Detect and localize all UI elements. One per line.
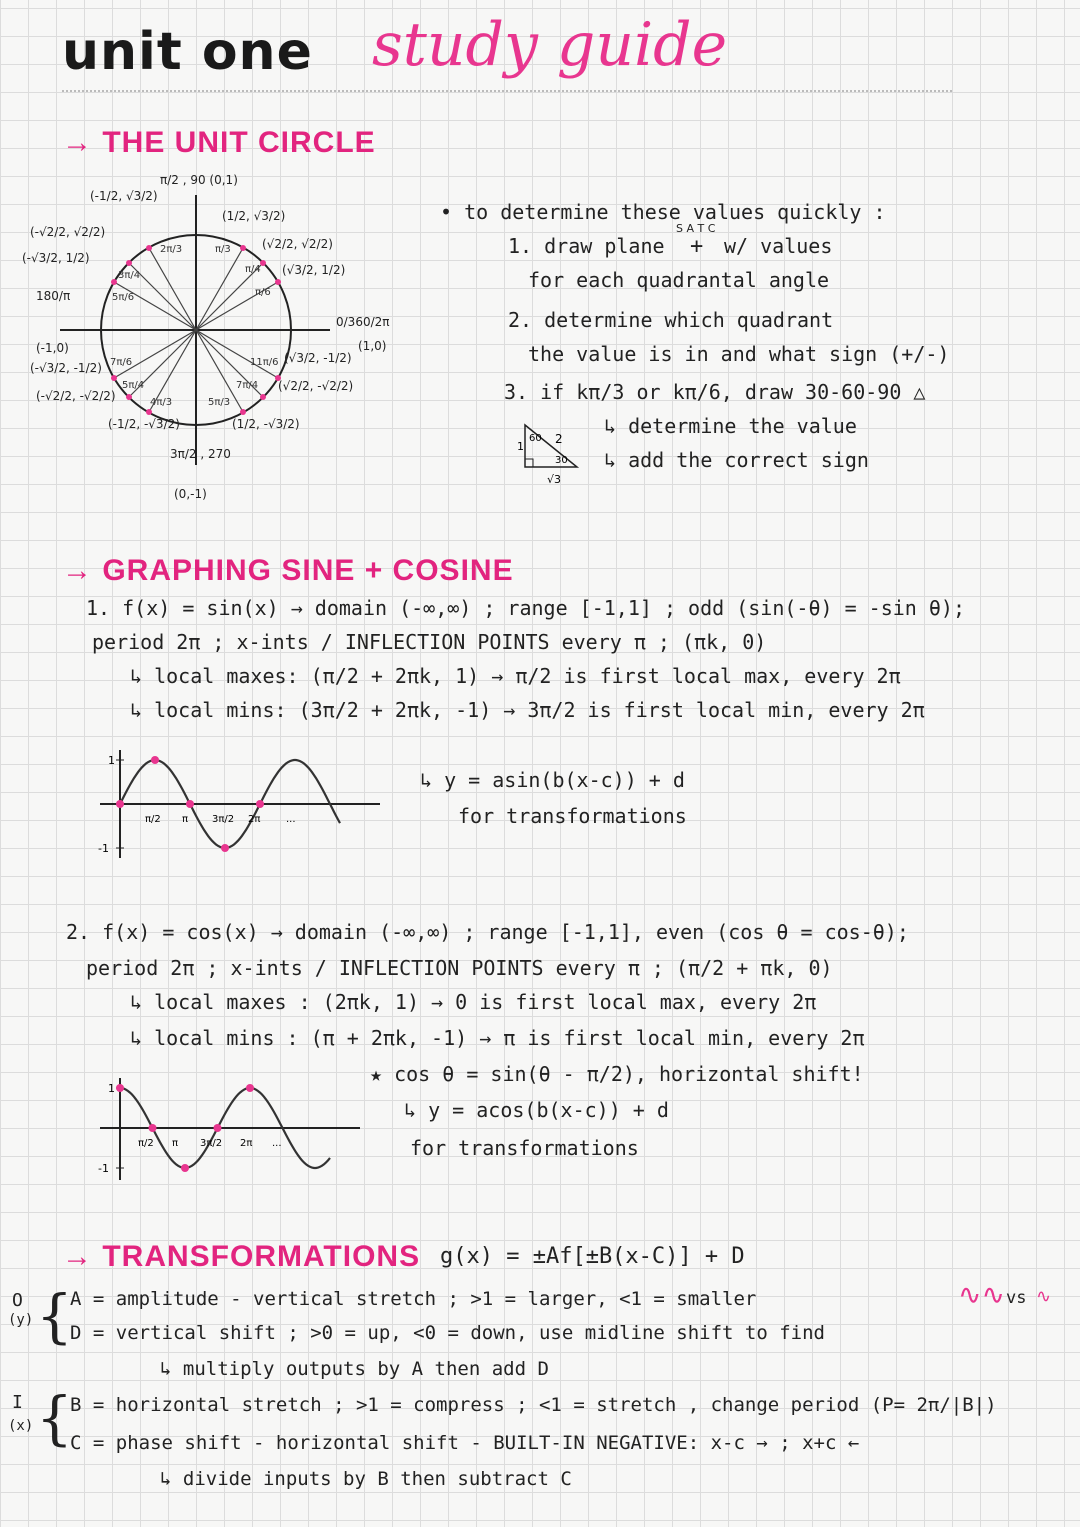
uc-label-q1a: (1/2, √3/2) — [222, 209, 286, 223]
svg-text:7π/6: 7π/6 — [110, 357, 133, 368]
svg-text:3π/4: 3π/4 — [118, 270, 141, 281]
svg-text:π/3: π/3 — [215, 244, 231, 255]
graphing-heading: → GRAPHING SINE + COSINE — [62, 554, 514, 587]
sinpath-point-0 — [116, 800, 124, 808]
uc-label-q3a: (-√3/2, -1/2) — [30, 361, 102, 375]
inputs-brace: { — [36, 1384, 73, 1452]
sine-line-3: ↳ local maxes: (π/2 + 2πk, 1) → π/2 is first local max, every 2π — [130, 664, 901, 688]
uc-label-left: 180/π — [36, 289, 71, 303]
uc-label-bottom-point: (0,-1) — [174, 487, 207, 501]
cos-line-2: period 2π ; x-ints / INFLECTION POINTS every π ; (π/2 + πk, 0) — [86, 956, 833, 980]
transformations-heading: → TRANSFORMATIONS — [62, 1240, 421, 1273]
cos-tick-ellipsis: ... — [272, 1138, 282, 1149]
triangle-leg-short: 1 — [517, 440, 524, 453]
sine-line-5: ↳ y = asin(b(x-c)) + d — [420, 768, 685, 792]
uc-label-bottom: 3π/2 , 270 — [170, 447, 231, 461]
svg-text:5π/3: 5π/3 — [208, 397, 231, 408]
triangle-angle-60: 60 — [529, 433, 542, 444]
triangle-leg-long: √3 — [547, 473, 562, 486]
cos-line-7: for transformations — [410, 1136, 639, 1160]
outputs-y-label: (y) — [8, 1312, 34, 1328]
transformation-formula: g(x) = ±Af[±B(x-C)] + D — [440, 1244, 745, 1269]
uc-label-top: π/2 , 90 (0,1) — [160, 173, 238, 187]
cos-tick-pi: π — [172, 1138, 179, 1149]
sine-graph — [80, 740, 400, 870]
uc-note-step2: 2. determine which quadrant — [508, 308, 834, 332]
outputs-brace: { — [36, 1282, 73, 1350]
sinpath-point-1 — [151, 756, 159, 764]
sine-line-4: ↳ local mins: (3π/2 + 2πk, -1) → 3π/2 is first local min, every 2π — [130, 698, 925, 722]
svg-text:7π/4: 7π/4 — [236, 380, 259, 391]
cos-tick-3pi-2: 3π/2 — [200, 1138, 223, 1149]
cosine-graph — [80, 1070, 380, 1190]
cos-tick-pi-2: π/2 — [138, 1138, 154, 1149]
uc-label-q3c: (-1/2, -√3/2) — [108, 417, 180, 431]
transform-c: C = phase shift - horizontal shift - BUILT-IN NEGATIVE: x-c → ; x+c ← — [70, 1432, 860, 1454]
sine-tick-3pi-2: 3π/2 — [212, 814, 235, 825]
uc-note-step2b: the value is in and what sign (+/-) — [528, 342, 950, 366]
transform-inputs-note: ↳ divide inputs by B then subtract C — [160, 1468, 572, 1490]
transform-a-vs: vs — [1006, 1288, 1027, 1308]
plane-icon: + — [690, 234, 704, 259]
cos-line-5: ★ cos θ = sin(θ - π/2), horizontal shift! — [370, 1062, 864, 1086]
svg-text:4π/3: 4π/3 — [150, 397, 173, 408]
svg-text:5π/6: 5π/6 — [112, 292, 135, 303]
transform-outputs-note: ↳ multiply outputs by A then add D — [160, 1358, 549, 1380]
uc-note-step3: 3. if kπ/3 or kπ/6, draw 30-60-90 △ — [504, 380, 926, 404]
cospath-point-0 — [116, 1084, 124, 1092]
sinpath-point-4 — [256, 800, 264, 808]
cospath-point-1 — [149, 1124, 157, 1132]
uc-note-step1b: w/ values — [724, 234, 833, 258]
sinpath-point-3 — [221, 844, 229, 852]
uc-note-intro: • to determine these values quickly : — [440, 200, 886, 224]
page-title: unit one — [62, 22, 313, 82]
cos-line-1: 2. f(x) = cos(x) → domain (-∞,∞) ; range [-1,1], even (cos θ = cos-θ); — [66, 920, 909, 944]
cospath-point-4 — [246, 1084, 254, 1092]
triangle-30-60-90 — [515, 415, 600, 490]
uc-label-right: 0/360/2π — [336, 315, 390, 329]
svg-text:π/6: π/6 — [255, 287, 271, 298]
uc-label-q2a: (-1/2, √3/2) — [90, 189, 158, 203]
uc-label-q2c: (-√3/2, 1/2) — [22, 251, 90, 265]
svg-text:π/4: π/4 — [245, 264, 261, 275]
uc-note-step1c: for each quadrantal angle — [528, 268, 830, 292]
uc-label-q2b: (-√2/2, √2/2) — [30, 225, 106, 239]
small-wave-icon: ∿ — [1036, 1286, 1052, 1307]
large-wave-icon: ∿∿ — [958, 1278, 1005, 1311]
svg-text:11π/6: 11π/6 — [250, 357, 279, 368]
transform-a: A = amplitude - vertical stretch ; >1 = larger, <1 = smaller — [70, 1288, 757, 1310]
sine-line-2: period 2π ; x-ints / INFLECTION POINTS every π ; (πk, 0) — [92, 630, 767, 654]
sinpath-point-2 — [186, 800, 194, 808]
uc-label-q4a: (√3/2, -1/2) — [284, 351, 352, 365]
quadrant-letters: S A T C — [676, 222, 716, 235]
uc-note-step3a: ↳ determine the value — [604, 414, 857, 438]
cos-y-label-neg1: -1 — [98, 1162, 109, 1175]
sine-line-6: for transformations — [458, 804, 687, 828]
sine-y-label-1: 1 — [108, 754, 115, 767]
sine-line-1: 1. f(x) = sin(x) → domain (-∞,∞) ; range [-1,1] ; odd (sin(-θ) = -sin θ); — [86, 596, 965, 620]
unit-circle-diagram — [0, 160, 460, 520]
cos-y-label-1: 1 — [108, 1082, 115, 1095]
cos-tick-2pi: 2π — [240, 1138, 253, 1149]
triangle-angle-30: 30 — [555, 455, 568, 466]
cos-line-4: ↳ local mins : (π + 2πk, -1) → π is first local min, every 2π — [130, 1026, 865, 1050]
svg-text:5π/4: 5π/4 — [122, 380, 145, 391]
page-title-script: study guide — [372, 10, 728, 80]
sine-y-label-neg1: -1 — [98, 842, 109, 855]
uc-label-right-point: (1,0) — [358, 339, 387, 353]
title-underline — [62, 90, 952, 92]
svg-text:2π/3: 2π/3 — [160, 244, 183, 255]
transform-d: D = vertical shift ; >0 = up, <0 = down, use midline shift to find — [70, 1322, 825, 1344]
cos-line-3: ↳ local maxes : (2πk, 1) → 0 is first local max, every 2π — [130, 990, 817, 1014]
uc-label-q1c: (√3/2, 1/2) — [282, 263, 346, 277]
unit-circle-heading: → THE UNIT CIRCLE — [62, 126, 376, 159]
sine-tick-ellipsis: ... — [286, 814, 296, 825]
cospath-point-2 — [181, 1164, 189, 1172]
transform-b: B = horizontal stretch ; >1 = compress ; <1 = stretch , change period (P= 2π/|B|) — [70, 1394, 997, 1416]
outputs-label: O — [12, 1290, 23, 1311]
uc-label-q1b: (√2/2, √2/2) — [262, 237, 333, 251]
inputs-x-label: (x) — [8, 1418, 34, 1434]
uc-label-q4b: (√2/2, -√2/2) — [278, 379, 354, 393]
sine-tick-pi: π — [182, 814, 189, 825]
uc-label-q4c: (1/2, -√3/2) — [232, 417, 300, 431]
triangle-hypotenuse: 2 — [555, 432, 563, 446]
inputs-label: I — [12, 1392, 23, 1413]
sine-tick-pi-2: π/2 — [145, 814, 161, 825]
cospath-point-3 — [214, 1124, 222, 1132]
sine-tick-2pi: 2π — [248, 814, 261, 825]
uc-label-q3b: (-√2/2, -√2/2) — [36, 389, 116, 403]
uc-note-step3b: ↳ add the correct sign — [604, 448, 869, 472]
uc-label-left-point: (-1,0) — [36, 341, 69, 355]
cos-line-6: ↳ y = acos(b(x-c)) + d — [404, 1098, 669, 1122]
uc-note-step1: 1. draw plane — [508, 234, 665, 258]
